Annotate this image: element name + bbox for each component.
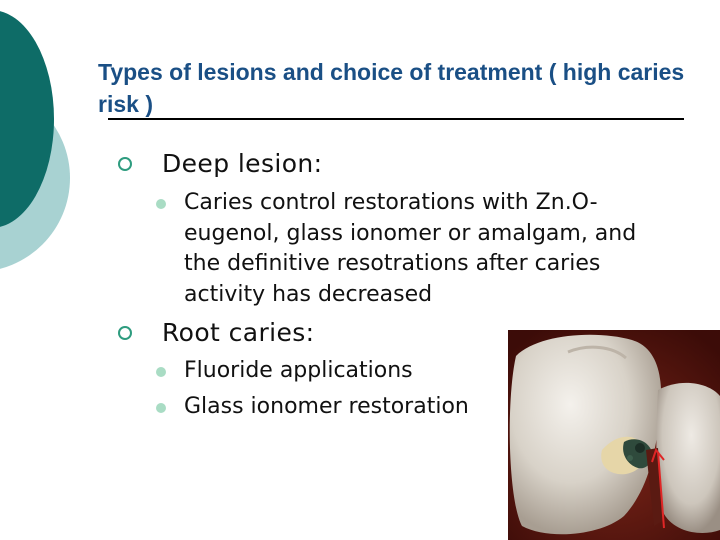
tooth-root-caries-photo-icon — [508, 330, 720, 540]
tooth-photo — [508, 330, 720, 540]
bullet-deep-lesion — [116, 147, 323, 181]
sub-bullet-caries-control — [156, 188, 656, 310]
ring-bullet-icon — [116, 324, 134, 342]
dot-bullet-icon — [156, 403, 166, 413]
dot-bullet-icon — [156, 367, 166, 377]
bullet-root-caries — [116, 316, 315, 350]
sub-bullet-caries-control-text: Caries control restorations with Zn.O-eugenol, glass ionomer or amalgam, and the definitive resotrations after caries activity has decreased — [184, 190, 637, 307]
ring-bullet-icon — [116, 155, 134, 173]
sub-bullet-fluoride-text: Fluoride applications — [184, 358, 413, 383]
slide-title: Types of lesions and choice of treatment ( high caries risk ) — [98, 59, 685, 117]
bullet-deep-lesion-label: Deep lesion: — [162, 149, 323, 178]
sub-bullet-glass-ionomer-text: Glass ionomer restoration — [184, 394, 469, 419]
bullet-root-caries-label: Root caries: — [162, 318, 315, 347]
dot-bullet-icon — [156, 199, 166, 209]
title-underline — [108, 118, 684, 120]
sub-bullet-fluoride — [156, 356, 413, 387]
sub-bullet-glass-ionomer — [156, 392, 469, 423]
